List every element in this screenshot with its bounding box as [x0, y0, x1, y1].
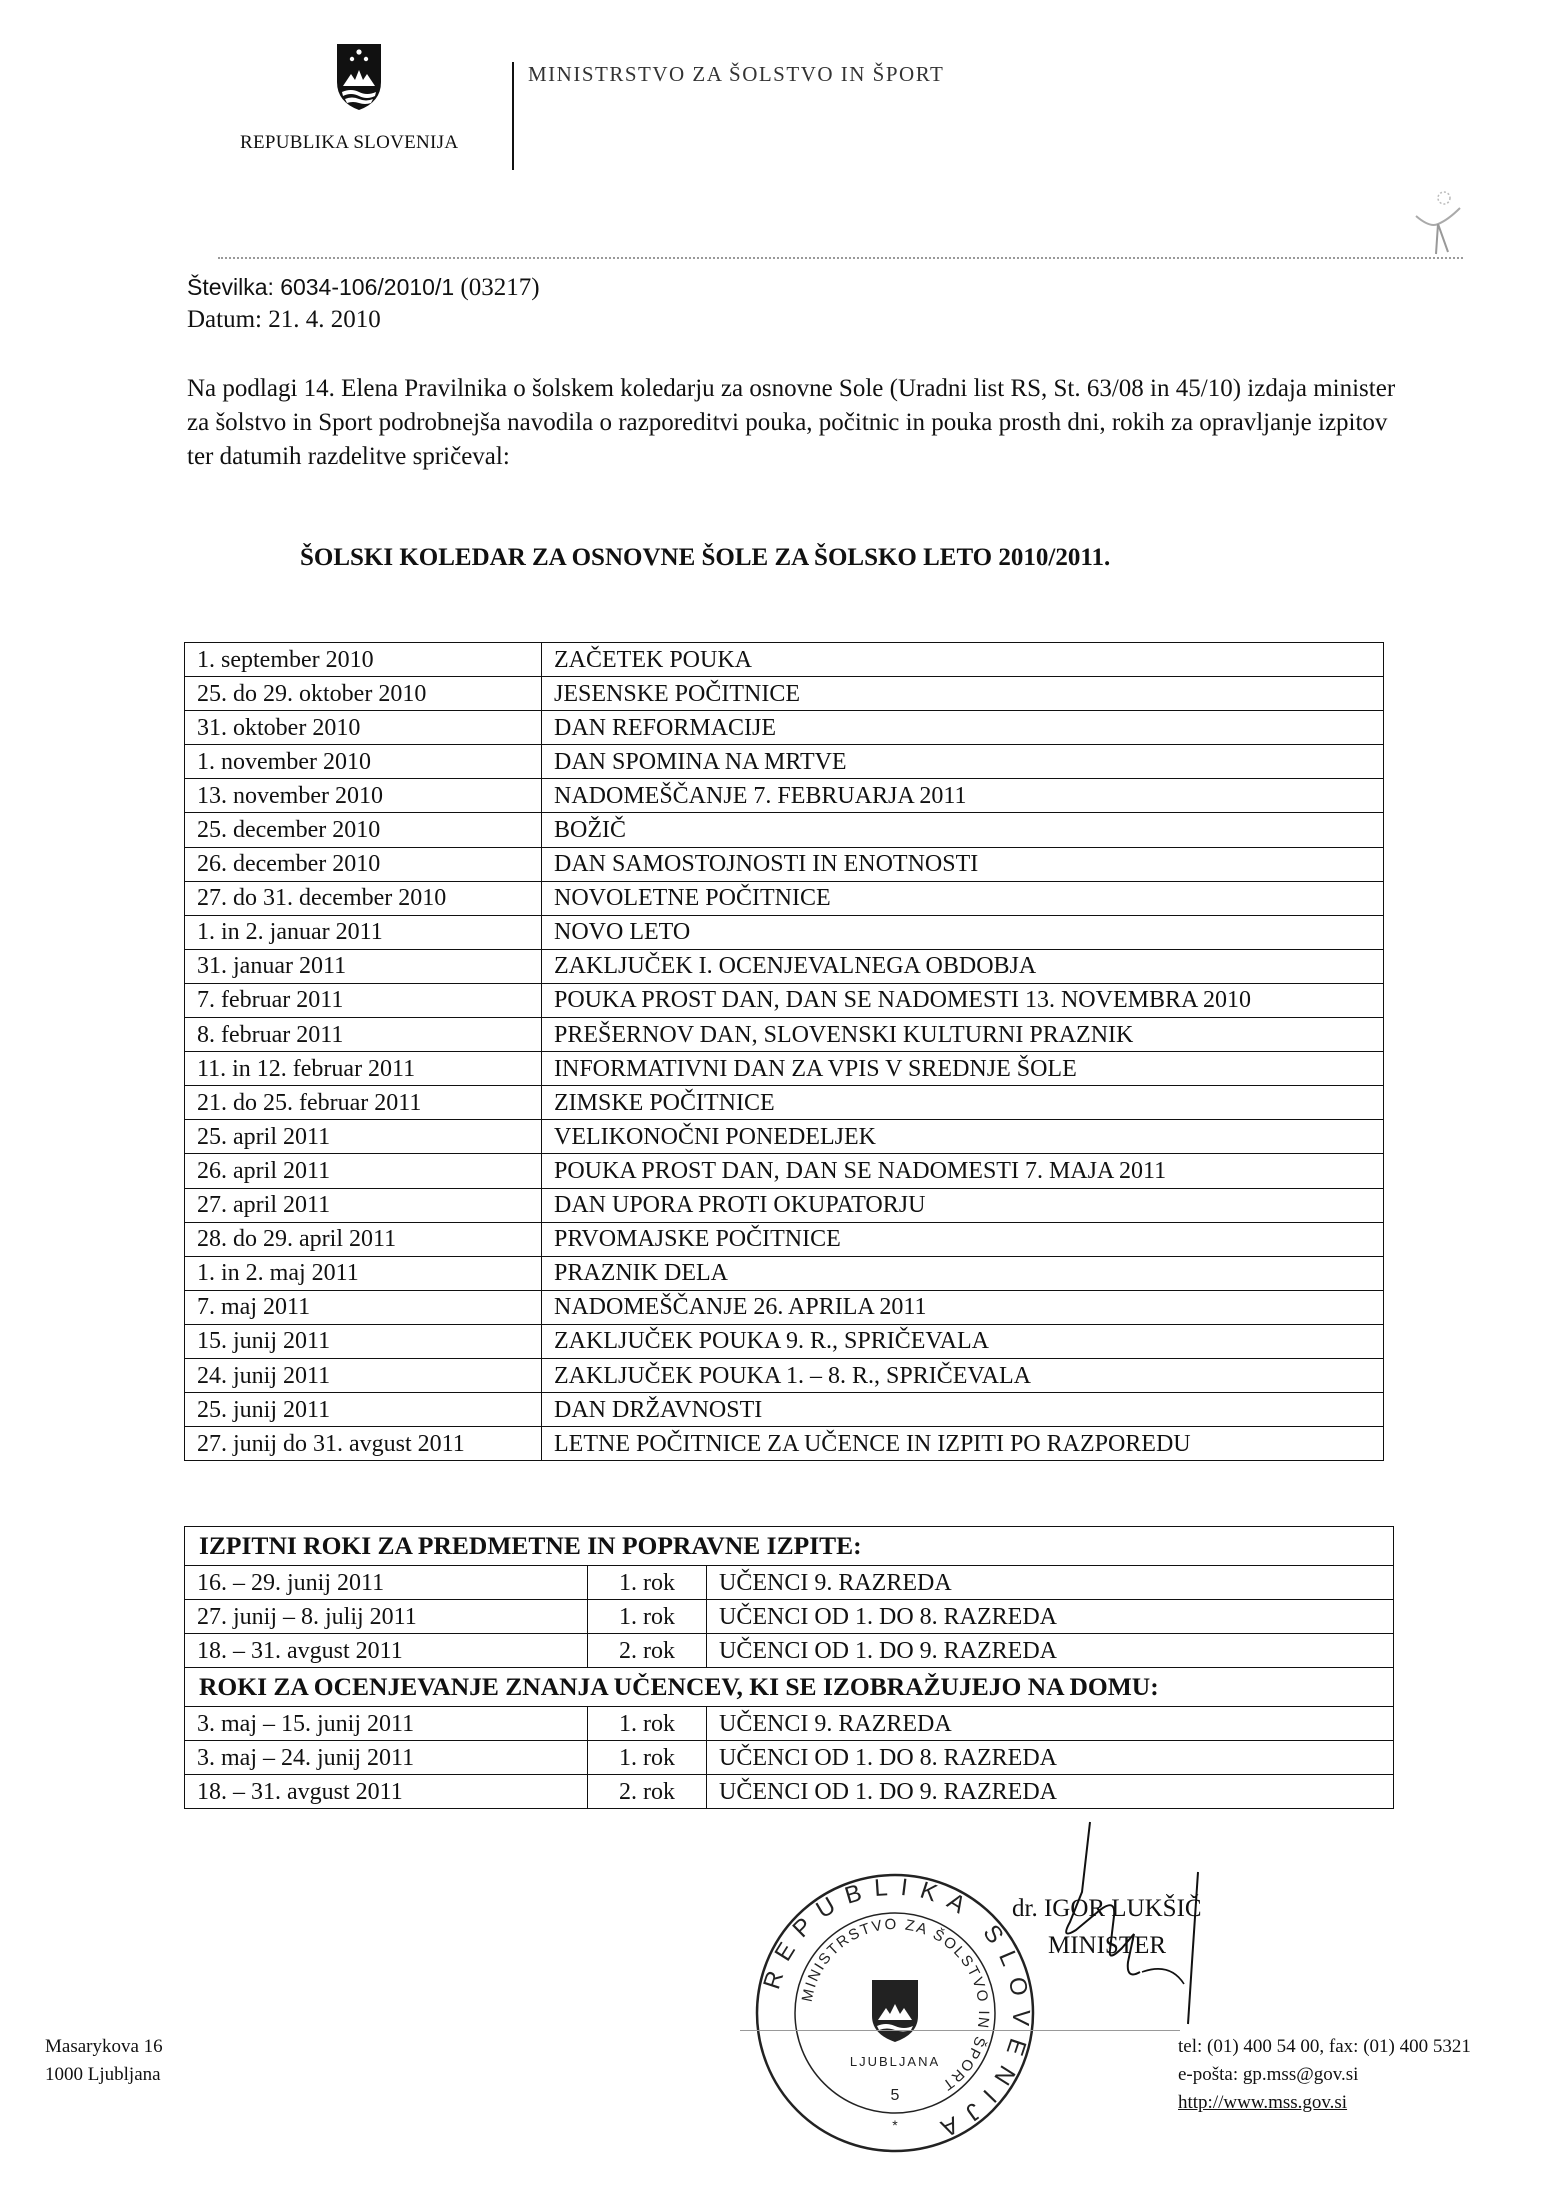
- home-term: 1. rok: [588, 1741, 707, 1775]
- calendar-event: NADOMEŠČANJE 26. APRILA 2011: [542, 1290, 1384, 1324]
- home-term: 1. rok: [588, 1707, 707, 1741]
- calendar-date: 11. in 12. februar 2011: [185, 1052, 542, 1086]
- stamp-number: 5: [890, 2087, 900, 2104]
- calendar-date: 25. december 2010: [185, 813, 542, 847]
- home-education-heading: ROKI ZA OCENJEVANJE ZNANJA UČENCEV, KI SE IZOBRAŽUJEJO NA DOMU:: [185, 1668, 1394, 1707]
- table-row: [185, 745, 1384, 779]
- calendar-event: ZAKLJUČEK I. OCENJEVALNEGA OBDOBJA: [542, 949, 1384, 983]
- calendar-event: DAN UPORA PROTI OKUPATORJU: [542, 1188, 1384, 1222]
- table-row: [185, 915, 1384, 949]
- country-name: REPUBLIKA SLOVENIJA: [240, 132, 459, 153]
- footer-rule: [740, 2030, 1180, 2031]
- exam-students: UČENCI OD 1. DO 9. RAZREDA: [707, 1634, 1394, 1668]
- table-row: [185, 1427, 1384, 1461]
- calendar-event: DAN SPOMINA NA MRTVE: [542, 745, 1384, 779]
- exam-term: 2. rok: [588, 1634, 707, 1668]
- calendar-event: INFORMATIVNI DAN ZA VPIS V SREDNJE ŠOLE: [542, 1052, 1384, 1086]
- table-row: [185, 677, 1384, 711]
- calendar-date: 27. do 31. december 2010: [185, 881, 542, 915]
- calendar-date: 27. april 2011: [185, 1188, 542, 1222]
- calendar-date: 25. do 29. oktober 2010: [185, 677, 542, 711]
- table-row: [185, 983, 1384, 1017]
- exam-term: 1. rok: [588, 1600, 707, 1634]
- calendar-date: 13. november 2010: [185, 779, 542, 813]
- footer-website-link[interactable]: http://www.mss.gov.si: [1178, 2092, 1348, 2113]
- document-number-value: 6034-106/2010/1: [280, 274, 455, 300]
- exam-heading: IZPITNI ROKI ZA PREDMETNE IN POPRAVNE IZPITE:: [185, 1527, 1394, 1566]
- table-row: [185, 1188, 1384, 1222]
- ministry-figure-icon: [1408, 188, 1466, 258]
- exam-period: 27. junij – 8. julij 2011: [185, 1600, 588, 1634]
- signatory-title: MINISTER: [1048, 1932, 1167, 1959]
- stamp-star-icon: *: [892, 2117, 898, 2133]
- home-students: UČENCI 9. RAZREDA: [707, 1707, 1394, 1741]
- stamp-ring-text: REPUBLIKA SLOVENIJA: [758, 1873, 1035, 2147]
- table-row: [185, 1741, 1394, 1775]
- calendar-date: 31. oktober 2010: [185, 711, 542, 745]
- document-number-suffix: (03217): [460, 274, 540, 301]
- home-period: 3. maj – 24. junij 2011: [185, 1741, 588, 1775]
- calendar-date: 1. in 2. januar 2011: [185, 915, 542, 949]
- calendar-date: 7. februar 2011: [185, 983, 542, 1017]
- table-row: [185, 1222, 1384, 1256]
- calendar-date: 8. februar 2011: [185, 1018, 542, 1052]
- calendar-date: 26. december 2010: [185, 847, 542, 881]
- footer-address-street: Masarykova 16: [45, 2036, 163, 2057]
- table-row: [185, 949, 1384, 983]
- signatory-name: dr. IGOR LUKŠIČ: [1012, 1895, 1202, 1922]
- calendar-event: DAN SAMOSTOJNOSTI IN ENOTNOSTI: [542, 847, 1384, 881]
- stamp-inner-text: MINISTRSTVO ZA ŠOLSTVO IN ŠPORT: [798, 1915, 993, 2095]
- calendar-table-body: [185, 643, 1384, 1461]
- exam-students: UČENCI 9. RAZREDA: [707, 1566, 1394, 1600]
- calendar-event: ZAKLJUČEK POUKA 1. – 8. R., SPRIČEVALA: [542, 1358, 1384, 1392]
- table-row: [185, 847, 1384, 881]
- home-students: UČENCI OD 1. DO 8. RAZREDA: [707, 1741, 1394, 1775]
- table-row: [185, 1707, 1394, 1741]
- calendar-event: LETNE POČITNICE ZA UČENCE IN IZPITI PO RAZPOREDU: [542, 1427, 1384, 1461]
- table-row: [185, 881, 1384, 915]
- document-title: ŠOLSKI KOLEDAR ZA OSNOVNE ŠOLE ZA ŠOLSKO LETO 2010/2011.: [300, 544, 1111, 571]
- home-period: 3. maj – 15. junij 2011: [185, 1707, 588, 1741]
- calendar-date: 25. junij 2011: [185, 1393, 542, 1427]
- calendar-event: BOŽIČ: [542, 813, 1384, 847]
- footer-phone: tel: (01) 400 54 00, fax: (01) 400 5321: [1178, 2036, 1471, 2057]
- footer-email: e-pošta: gp.mss@gov.si: [1178, 2064, 1359, 2085]
- calendar-event: ZAKLJUČEK POUKA 9. R., SPRIČEVALA: [542, 1324, 1384, 1358]
- document-number-label: Številka:: [187, 274, 274, 300]
- calendar-date: 1. september 2010: [185, 643, 542, 677]
- document-date: Datum: 21. 4. 2010: [187, 306, 381, 333]
- calendar-table: [184, 642, 1384, 1461]
- home-heading-row: [185, 1668, 1394, 1707]
- table-row: [185, 1324, 1384, 1358]
- exam-period: 18. – 31. avgust 2011: [185, 1634, 588, 1668]
- stamp-city: LJUBLJANA: [849, 2054, 941, 2069]
- calendar-date: 1. in 2. maj 2011: [185, 1256, 542, 1290]
- exam-students: UČENCI OD 1. DO 8. RAZREDA: [707, 1600, 1394, 1634]
- table-row: [185, 813, 1384, 847]
- calendar-date: 1. november 2010: [185, 745, 542, 779]
- calendar-date: 15. junij 2011: [185, 1324, 542, 1358]
- calendar-event: DAN DRŽAVNOSTI: [542, 1393, 1384, 1427]
- calendar-event: ZAČETEK POUKA: [542, 643, 1384, 677]
- table-row: [185, 1393, 1384, 1427]
- table-row: [185, 1154, 1384, 1188]
- table-row: [185, 1634, 1394, 1668]
- table-row: [185, 1290, 1384, 1324]
- table-row: [185, 643, 1384, 677]
- calendar-event: DAN REFORMACIJE: [542, 711, 1384, 745]
- table-row: [185, 1052, 1384, 1086]
- table-row: [185, 1120, 1384, 1154]
- calendar-date: 27. junij do 31. avgust 2011: [185, 1427, 542, 1461]
- calendar-event: JESENSKE POČITNICE: [542, 677, 1384, 711]
- table-row: [185, 1358, 1384, 1392]
- table-row: [185, 1018, 1384, 1052]
- table-row: [185, 779, 1384, 813]
- exam-period: 16. – 29. junij 2011: [185, 1566, 588, 1600]
- ministry-name: MINISTRSTVO ZA ŠOLSTVO IN ŠPORT: [528, 62, 945, 86]
- calendar-event: NOVOLETNE POČITNICE: [542, 881, 1384, 915]
- header-divider: [512, 62, 514, 170]
- calendar-date: 21. do 25. februar 2011: [185, 1086, 542, 1120]
- calendar-event: PREŠERNOV DAN, SLOVENSKI KULTURNI PRAZNIK: [542, 1018, 1384, 1052]
- table-row: [185, 1566, 1394, 1600]
- home-period: 18. – 31. avgust 2011: [185, 1775, 588, 1809]
- exam-terms-table: [184, 1526, 1394, 1809]
- calendar-date: 28. do 29. april 2011: [185, 1222, 542, 1256]
- table-row: [185, 1600, 1394, 1634]
- table-row: [185, 711, 1384, 745]
- table-row: [185, 1086, 1384, 1120]
- home-term: 2. rok: [588, 1775, 707, 1809]
- calendar-event: NADOMEŠČANJE 7. FEBRUARJA 2011: [542, 779, 1384, 813]
- calendar-event: NOVO LETO: [542, 915, 1384, 949]
- calendar-event: PRVOMAJSKE POČITNICE: [542, 1222, 1384, 1256]
- calendar-date: 26. april 2011: [185, 1154, 542, 1188]
- calendar-event: ZIMSKE POČITNICE: [542, 1086, 1384, 1120]
- calendar-date: 31. januar 2011: [185, 949, 542, 983]
- intro-paragraph: Na podlagi 14. Elena Pravilnika o šolskem koledarju za osnovne Sole (Uradni list RS, St. 63/08 in 45/10) izdaja minister za šolstvo in Sport podrobnejša navodila o razporeditvi pouka, počitnic in pouka prosth dni, rokih za opravljanje izpitov ter datumih razdelitve spričeval:: [187, 375, 1396, 470]
- calendar-date: 7. maj 2011: [185, 1290, 542, 1324]
- calendar-event: PRAZNIK DELA: [542, 1256, 1384, 1290]
- coat-of-arms-icon: [335, 42, 383, 112]
- exam-heading-row: [185, 1527, 1394, 1566]
- stamp-coat-of-arms-icon: [872, 1980, 918, 2042]
- table-row: [185, 1775, 1394, 1809]
- document-number: [187, 274, 540, 302]
- exam-term: 1. rok: [588, 1566, 707, 1600]
- official-stamp: [752, 1870, 1038, 2156]
- home-students: UČENCI OD 1. DO 9. RAZREDA: [707, 1775, 1394, 1809]
- calendar-date: 25. april 2011: [185, 1120, 542, 1154]
- table-row: [185, 1256, 1384, 1290]
- calendar-date: 24. junij 2011: [185, 1358, 542, 1392]
- calendar-event: POUKA PROST DAN, DAN SE NADOMESTI 13. NOVEMBRA 2010: [542, 983, 1384, 1017]
- footer-address-city: 1000 Ljubljana: [45, 2064, 161, 2085]
- calendar-event: POUKA PROST DAN, DAN SE NADOMESTI 7. MAJA 2011: [542, 1154, 1384, 1188]
- header-dotted-rule: [218, 257, 1463, 259]
- calendar-event: VELIKONOČNI PONEDELJEK: [542, 1120, 1384, 1154]
